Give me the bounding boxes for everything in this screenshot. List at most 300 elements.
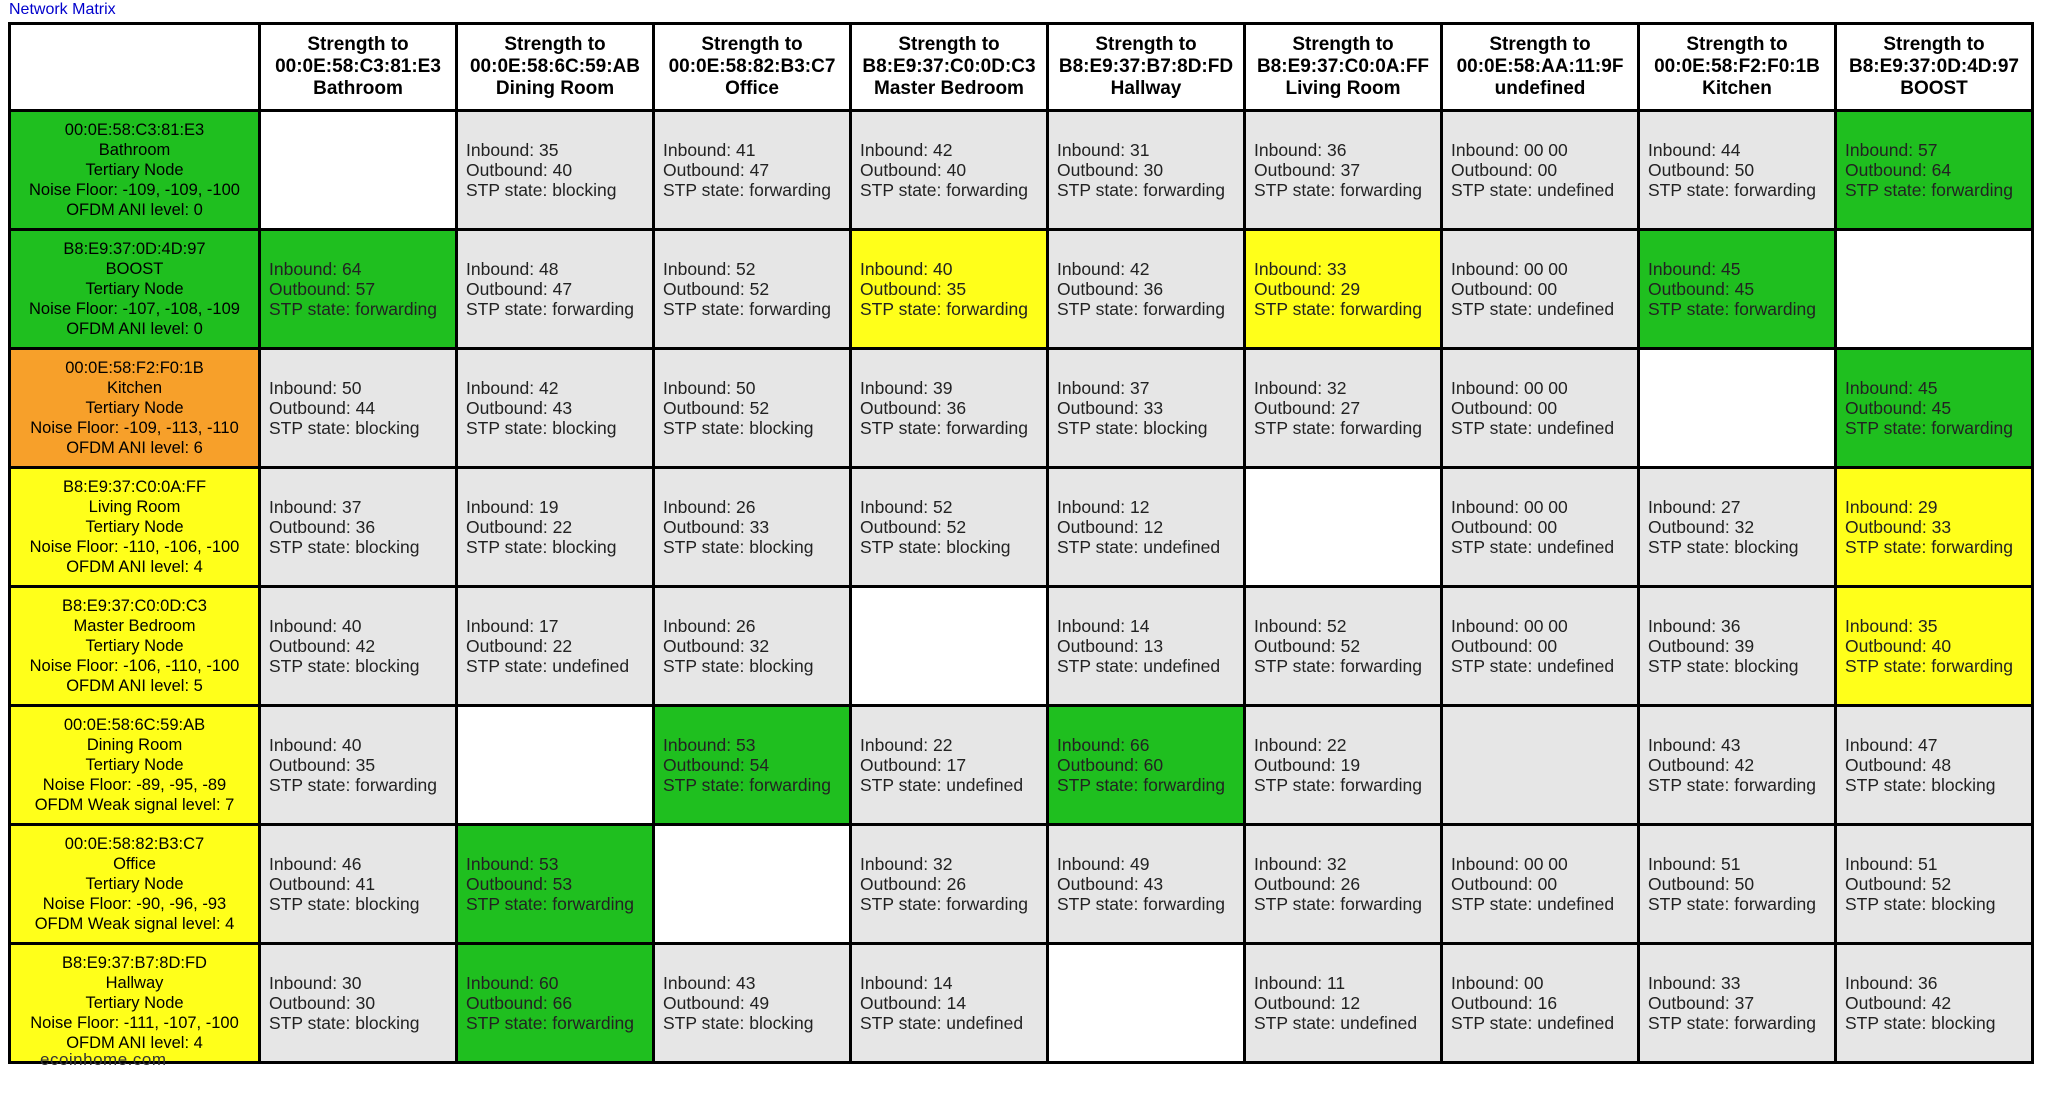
strength-cell xyxy=(260,825,457,944)
strength-cell-line: Outbound: 53 xyxy=(466,874,573,894)
strength-cell xyxy=(1639,944,1836,1063)
strength-cell-line: Inbound: 32 xyxy=(860,854,953,874)
column-header-line: 00:0E:58:AA:11:9F xyxy=(1456,56,1624,77)
strength-cell-line: Outbound: 32 xyxy=(1648,517,1755,537)
strength-cell-line: Outbound: 35 xyxy=(860,279,967,299)
strength-cell-line: Inbound: 35 xyxy=(1845,616,1938,636)
strength-cell-line: Outbound: 36 xyxy=(1057,279,1164,299)
strength-cell xyxy=(1836,349,2033,468)
column-header xyxy=(457,24,654,111)
column-header-line: Strength to xyxy=(1883,34,1985,55)
strength-cell-line: Outbound: 00 xyxy=(1451,279,1558,299)
strength-cell-line: STP state: undefined xyxy=(466,656,630,676)
strength-cell-line: STP state: undefined xyxy=(1451,1013,1615,1033)
node-info-line: B8:E9:37:B7:8D:FD xyxy=(62,954,207,972)
strength-cell-line: Inbound: 00 00 xyxy=(1451,616,1568,636)
strength-cell xyxy=(1048,349,1245,468)
strength-cell-line: STP state: forwarding xyxy=(663,775,831,795)
column-header-line: 00:0E:58:6C:59:AB xyxy=(469,56,640,77)
node-info-line: Bathroom xyxy=(98,141,171,159)
strength-cell xyxy=(1048,111,1245,230)
strength-cell-line: STP state: forwarding xyxy=(860,418,1028,438)
matrix-body xyxy=(10,111,2033,1063)
strength-cell-line: Inbound: 29 xyxy=(1845,497,1938,517)
strength-cell-line: STP state: forwarding xyxy=(1648,775,1816,795)
strength-cell-line: Outbound: 22 xyxy=(466,636,573,656)
node-info-line: Master Bedroom xyxy=(73,617,196,635)
strength-cell-line: Inbound: 22 xyxy=(860,735,953,755)
node-info-line: Noise Floor: -89, -95, -89 xyxy=(42,776,227,794)
strength-cell-line: Inbound: 00 00 xyxy=(1451,140,1568,160)
strength-cell-line: Inbound: 00 00 xyxy=(1451,378,1568,398)
node-info-line: Office xyxy=(113,855,156,873)
strength-cell-line: Inbound: 14 xyxy=(860,973,953,993)
strength-cell-line: Outbound: 39 xyxy=(1648,636,1755,656)
strength-cell xyxy=(851,944,1048,1063)
strength-cell-line: Inbound: 52 xyxy=(1254,616,1347,636)
node-info-line: Tertiary Node xyxy=(85,518,184,536)
watermark: ecoinhome.com xyxy=(40,1050,167,1069)
strength-cell xyxy=(457,825,654,944)
strength-cell xyxy=(1836,825,2033,944)
node-info-line: Dining Room xyxy=(86,736,183,754)
strength-cell xyxy=(260,587,457,706)
column-header-line: Strength to xyxy=(1292,34,1394,55)
strength-cell-line: Inbound: 41 xyxy=(663,140,756,160)
column-header-line: BOOST xyxy=(1900,78,1968,99)
node-info-line: OFDM Weak signal level: 4 xyxy=(34,915,235,933)
strength-cell-line: STP state: blocking xyxy=(663,418,814,438)
table-row xyxy=(10,230,2033,349)
strength-cell-line: Outbound: 00 xyxy=(1451,636,1558,656)
strength-cell-line: STP state: undefined xyxy=(1451,894,1615,914)
strength-cell-line: STP state: undefined xyxy=(1451,180,1615,200)
column-header-line: Office xyxy=(725,78,779,99)
strength-cell-line: STP state: forwarding xyxy=(860,180,1028,200)
strength-cell-line: Inbound: 11 xyxy=(1254,973,1346,993)
node-info-line: 00:0E:58:82:B3:C7 xyxy=(64,835,205,853)
strength-cell-line: Outbound: 64 xyxy=(1845,160,1952,180)
strength-cell-line: STP state: forwarding xyxy=(1845,537,2013,557)
column-header xyxy=(851,24,1048,111)
strength-cell-line: STP state: blocking xyxy=(466,180,617,200)
strength-cell xyxy=(1836,111,2033,230)
strength-cell xyxy=(1836,468,2033,587)
strength-cell xyxy=(1048,706,1245,825)
strength-cell-line: STP state: blocking xyxy=(466,418,617,438)
strength-cell-line: Outbound: 33 xyxy=(1057,398,1164,418)
strength-cell-line: STP state: forwarding xyxy=(663,299,831,319)
strength-cell xyxy=(1442,349,1639,468)
node-info-line: B8:E9:37:C0:0D:C3 xyxy=(62,597,207,615)
strength-cell xyxy=(1442,468,1639,587)
strength-cell xyxy=(1245,706,1442,825)
strength-cell-line: Inbound: 32 xyxy=(1254,854,1347,874)
strength-cell-line: STP state: forwarding xyxy=(466,1013,634,1033)
strength-cell-line: Outbound: 26 xyxy=(1254,874,1361,894)
node-info-line: OFDM ANI level: 4 xyxy=(66,1034,203,1052)
strength-cell xyxy=(1442,587,1639,706)
strength-cell xyxy=(654,468,851,587)
strength-cell xyxy=(260,468,457,587)
strength-cell-line: Inbound: 37 xyxy=(269,497,362,517)
strength-cell-line: Inbound: 33 xyxy=(1254,259,1347,279)
node-info-line: OFDM ANI level: 5 xyxy=(66,677,203,695)
strength-cell-line: STP state: forwarding xyxy=(1254,656,1422,676)
strength-cell-line: Inbound: 40 xyxy=(269,616,362,636)
strength-cell-line: STP state: blocking xyxy=(269,1013,420,1033)
strength-cell xyxy=(1639,825,1836,944)
strength-cell-line: Outbound: 40 xyxy=(466,160,573,180)
page-title[interactable]: Network Matrix xyxy=(9,1,116,18)
strength-cell-line: STP state: forwarding xyxy=(860,894,1028,914)
strength-cell-line: STP state: undefined xyxy=(1057,537,1221,557)
strength-cell-line: STP state: blocking xyxy=(663,1013,814,1033)
strength-cell xyxy=(1245,111,1442,230)
strength-cell-line: Inbound: 37 xyxy=(1057,378,1150,398)
strength-cell-line: Inbound: 50 xyxy=(663,378,756,398)
strength-cell-line: STP state: forwarding xyxy=(1254,180,1422,200)
strength-cell-line: Outbound: 40 xyxy=(1845,636,1952,656)
strength-cell-line: Inbound: 49 xyxy=(1057,854,1150,874)
strength-cell-line: Outbound: 40 xyxy=(860,160,967,180)
strength-cell-line: STP state: blocking xyxy=(269,894,420,914)
strength-cell-line: Inbound: 48 xyxy=(466,259,559,279)
strength-cell-line: Inbound: 39 xyxy=(860,378,953,398)
strength-cell-line: STP state: blocking xyxy=(1845,1013,1996,1033)
strength-cell-line: Outbound: 19 xyxy=(1254,755,1361,775)
table-row xyxy=(10,706,2033,825)
strength-cell-line: Inbound: 43 xyxy=(1648,735,1741,755)
table-row xyxy=(10,825,2033,944)
column-header-line: Bathroom xyxy=(313,78,403,99)
strength-cell-line: STP state: undefined xyxy=(1451,537,1615,557)
node-info-cell xyxy=(10,587,260,706)
strength-cell-line: Inbound: 31 xyxy=(1057,140,1150,160)
strength-cell-line: STP state: undefined xyxy=(1451,299,1615,319)
strength-cell-line: Inbound: 00 xyxy=(1451,973,1544,993)
node-info-line: 00:0E:58:C3:81:E3 xyxy=(64,121,205,139)
node-info-line: 00:0E:58:6C:59:AB xyxy=(63,716,206,734)
strength-cell-line: Outbound: 27 xyxy=(1254,398,1361,418)
strength-cell-line: Outbound: 42 xyxy=(1648,755,1755,775)
strength-cell-line: Outbound: 52 xyxy=(860,517,967,537)
column-header-line: Strength to xyxy=(1489,34,1591,55)
strength-cell xyxy=(1048,230,1245,349)
strength-cell-line: Outbound: 60 xyxy=(1057,755,1164,775)
strength-cell xyxy=(851,468,1048,587)
column-header-line: Strength to xyxy=(504,34,606,55)
empty-cell xyxy=(1442,706,1639,825)
strength-cell-line: Inbound: 45 xyxy=(1648,259,1741,279)
strength-cell-line: STP state: forwarding xyxy=(1254,299,1422,319)
strength-cell-line: Outbound: 37 xyxy=(1648,993,1755,1013)
strength-cell-line: Outbound: 14 xyxy=(860,993,967,1013)
node-info-line: OFDM ANI level: 6 xyxy=(66,439,203,457)
column-header-line: B8:E9:37:B7:8D:FD xyxy=(1058,56,1234,77)
strength-cell xyxy=(1048,587,1245,706)
strength-cell-line: Outbound: 00 xyxy=(1451,517,1558,537)
strength-cell xyxy=(1442,111,1639,230)
strength-cell xyxy=(457,944,654,1063)
strength-cell-line: Outbound: 22 xyxy=(466,517,573,537)
strength-cell-line: STP state: undefined xyxy=(1057,656,1221,676)
node-info-line: Noise Floor: -90, -96, -93 xyxy=(42,895,227,913)
strength-cell xyxy=(1245,349,1442,468)
table-row xyxy=(10,944,2033,1063)
strength-cell-line: Outbound: 45 xyxy=(1648,279,1755,299)
strength-cell-line: Inbound: 36 xyxy=(1845,973,1938,993)
node-info-line: OFDM Weak signal level: 7 xyxy=(34,796,235,814)
column-header-line: Dining Room xyxy=(495,78,615,99)
strength-cell-line: Outbound: 52 xyxy=(1845,874,1952,894)
strength-cell-line: STP state: forwarding xyxy=(1845,418,2013,438)
node-info-cell xyxy=(10,706,260,825)
strength-cell-line: STP state: forwarding xyxy=(1648,894,1816,914)
column-header-line: Strength to xyxy=(898,34,1000,55)
strength-cell xyxy=(1048,468,1245,587)
strength-cell-line: Outbound: 26 xyxy=(860,874,967,894)
strength-cell-line: Outbound: 50 xyxy=(1648,160,1755,180)
empty-cell xyxy=(1639,349,1836,468)
column-header-line: Hallway xyxy=(1110,78,1182,99)
strength-cell-line: STP state: forwarding xyxy=(269,775,437,795)
strength-cell-line: STP state: blocking xyxy=(1648,537,1799,557)
table-row xyxy=(10,587,2033,706)
strength-cell-line: STP state: blocking xyxy=(663,537,814,557)
node-info-cell xyxy=(10,111,260,230)
node-info-line: B8:E9:37:C0:0A:FF xyxy=(62,478,207,496)
column-header xyxy=(260,24,457,111)
strength-cell xyxy=(851,706,1048,825)
strength-cell xyxy=(457,468,654,587)
column-header xyxy=(654,24,851,111)
strength-cell-line: Inbound: 36 xyxy=(1648,616,1741,636)
strength-cell-line: Inbound: 44 xyxy=(1648,140,1741,160)
strength-cell-line: Outbound: 47 xyxy=(466,279,573,299)
strength-cell-line: Inbound: 53 xyxy=(663,735,756,755)
strength-cell xyxy=(260,944,457,1063)
strength-cell-line: Inbound: 53 xyxy=(466,854,559,874)
node-info-line: BOOST xyxy=(105,260,164,278)
column-header-line: Living Room xyxy=(1285,78,1401,99)
strength-cell xyxy=(1639,587,1836,706)
node-info-line: Living Room xyxy=(88,498,181,516)
node-info-line: Tertiary Node xyxy=(85,399,184,417)
strength-cell xyxy=(457,111,654,230)
node-info-line: Tertiary Node xyxy=(85,161,184,179)
strength-cell-line: Inbound: 30 xyxy=(269,973,362,993)
strength-cell-line: STP state: forwarding xyxy=(1648,180,1816,200)
strength-cell xyxy=(260,706,457,825)
strength-cell-line: Outbound: 45 xyxy=(1845,398,1952,418)
empty-cell xyxy=(457,706,654,825)
strength-cell xyxy=(1245,825,1442,944)
node-info-cell xyxy=(10,349,260,468)
strength-cell-line: STP state: forwarding xyxy=(1057,894,1225,914)
node-info-line: Hallway xyxy=(105,974,164,992)
strength-cell xyxy=(1639,111,1836,230)
strength-cell xyxy=(654,111,851,230)
column-header-line: Kitchen xyxy=(1702,78,1772,99)
column-header-line: Master Bedroom xyxy=(874,78,1024,99)
column-header-line: B8:E9:37:C0:0D:C3 xyxy=(862,56,1036,77)
strength-cell xyxy=(1639,706,1836,825)
strength-cell-line: Inbound: 52 xyxy=(860,497,953,517)
strength-cell-line: Inbound: 64 xyxy=(269,259,362,279)
strength-cell xyxy=(1442,944,1639,1063)
strength-cell-line: Inbound: 00 00 xyxy=(1451,259,1568,279)
strength-cell xyxy=(1836,944,2033,1063)
node-info-cell xyxy=(10,825,260,944)
strength-cell xyxy=(457,587,654,706)
node-info-line: Tertiary Node xyxy=(85,756,184,774)
node-info-cell xyxy=(10,468,260,587)
strength-cell-line: STP state: blocking xyxy=(663,656,814,676)
column-header-line: 00:0E:58:C3:81:E3 xyxy=(275,56,441,77)
strength-cell-line: Inbound: 45 xyxy=(1845,378,1938,398)
node-info-line: Tertiary Node xyxy=(85,875,184,893)
strength-cell-line: Outbound: 12 xyxy=(1254,993,1361,1013)
table-row xyxy=(10,111,2033,230)
column-header-line: B8:E9:37:0D:4D:97 xyxy=(1848,56,2019,77)
strength-cell-line: Outbound: 42 xyxy=(1845,993,1952,1013)
strength-cell-line: Inbound: 22 xyxy=(1254,735,1347,755)
strength-cell-line: Outbound: 00 xyxy=(1451,874,1558,894)
strength-cell-line: Outbound: 17 xyxy=(860,755,967,775)
strength-cell-line: Inbound: 12 xyxy=(1057,497,1150,517)
strength-cell xyxy=(1836,706,2033,825)
strength-cell-line: STP state: blocking xyxy=(860,537,1011,557)
strength-cell-line: Outbound: 29 xyxy=(1254,279,1361,299)
node-info-line: Tertiary Node xyxy=(85,637,184,655)
strength-cell-line: STP state: forwarding xyxy=(269,299,437,319)
strength-cell xyxy=(1639,230,1836,349)
strength-cell-line: Inbound: 52 xyxy=(663,259,756,279)
strength-cell xyxy=(1245,944,1442,1063)
strength-cell-line: STP state: undefined xyxy=(860,775,1024,795)
strength-cell-line: Outbound: 41 xyxy=(269,874,376,894)
strength-cell-line: Outbound: 36 xyxy=(860,398,967,418)
strength-cell-line: Outbound: 30 xyxy=(269,993,376,1013)
node-info-line: Noise Floor: -110, -106, -100 xyxy=(29,538,240,556)
network-matrix-table xyxy=(8,22,2034,1064)
node-info-line: Noise Floor: -111, -107, -100 xyxy=(30,1014,239,1032)
strength-cell-line: Outbound: 33 xyxy=(1845,517,1952,537)
strength-cell xyxy=(1245,587,1442,706)
strength-cell-line: STP state: blocking xyxy=(1845,894,1996,914)
node-info-line: OFDM ANI level: 0 xyxy=(66,201,203,219)
node-info-line: Tertiary Node xyxy=(85,994,184,1012)
strength-cell-line: Inbound: 42 xyxy=(860,140,953,160)
strength-cell-line: STP state: forwarding xyxy=(1845,656,2013,676)
strength-cell-line: STP state: forwarding xyxy=(1254,418,1422,438)
strength-cell xyxy=(457,349,654,468)
strength-cell xyxy=(851,230,1048,349)
strength-cell-line: Outbound: 16 xyxy=(1451,993,1558,1013)
empty-cell xyxy=(1245,468,1442,587)
strength-cell-line: Inbound: 40 xyxy=(860,259,953,279)
strength-cell-line: STP state: forwarding xyxy=(1057,299,1225,319)
column-header-line: Strength to xyxy=(307,34,409,55)
strength-cell-line: Outbound: 52 xyxy=(1254,636,1361,656)
strength-cell-line: Outbound: 36 xyxy=(269,517,376,537)
strength-cell-line: Inbound: 00 00 xyxy=(1451,497,1568,517)
table-row xyxy=(10,349,2033,468)
empty-cell xyxy=(654,825,851,944)
node-info-cell xyxy=(10,230,260,349)
strength-cell-line: Inbound: 57 xyxy=(1845,140,1938,160)
strength-cell-line: STP state: blocking xyxy=(1648,656,1799,676)
strength-cell-line: Outbound: 33 xyxy=(663,517,770,537)
strength-cell xyxy=(1639,468,1836,587)
strength-cell xyxy=(260,230,457,349)
strength-cell-line: Outbound: 00 xyxy=(1451,398,1558,418)
strength-cell-line: Outbound: 00 xyxy=(1451,160,1558,180)
strength-cell-line: STP state: blocking xyxy=(269,656,420,676)
strength-cell-line: STP state: blocking xyxy=(269,537,420,557)
node-info-line: Noise Floor: -109, -113, -110 xyxy=(30,419,239,437)
strength-cell-line: STP state: forwarding xyxy=(1845,180,2013,200)
strength-cell-line: STP state: forwarding xyxy=(860,299,1028,319)
strength-cell-line: Inbound: 26 xyxy=(663,616,756,636)
node-info-line: Kitchen xyxy=(106,379,163,397)
node-info-line: Noise Floor: -109, -109, -100 xyxy=(29,181,240,199)
node-info-line: Noise Floor: -106, -110, -100 xyxy=(29,657,240,675)
column-header-line: Strength to xyxy=(1095,34,1197,55)
strength-cell-line: Inbound: 51 xyxy=(1845,854,1938,874)
strength-cell-line: STP state: blocking xyxy=(466,537,617,557)
strength-cell xyxy=(851,825,1048,944)
strength-cell xyxy=(1245,230,1442,349)
strength-cell-line: Inbound: 27 xyxy=(1648,497,1741,517)
node-info-cell xyxy=(10,944,260,1063)
node-info-line: Tertiary Node xyxy=(85,280,184,298)
strength-cell-line: Inbound: 35 xyxy=(466,140,559,160)
strength-cell xyxy=(1442,825,1639,944)
strength-cell-line: STP state: forwarding xyxy=(466,299,634,319)
strength-cell-line: Outbound: 35 xyxy=(269,755,376,775)
strength-cell-line: Outbound: 13 xyxy=(1057,636,1164,656)
strength-cell-line: Inbound: 32 xyxy=(1254,378,1347,398)
column-header-line: undefined xyxy=(1494,78,1586,99)
strength-cell-line: Inbound: 33 xyxy=(1648,973,1741,993)
strength-cell xyxy=(1048,825,1245,944)
strength-cell-line: Inbound: 36 xyxy=(1254,140,1347,160)
strength-cell-line: STP state: blocking xyxy=(1057,418,1208,438)
column-header-line: 00:0E:58:82:B3:C7 xyxy=(668,56,836,77)
empty-cell xyxy=(851,587,1048,706)
column-header xyxy=(1639,24,1836,111)
strength-cell xyxy=(654,587,851,706)
strength-cell-line: Inbound: 42 xyxy=(466,378,559,398)
strength-cell-line: Outbound: 43 xyxy=(1057,874,1164,894)
strength-cell-line: STP state: undefined xyxy=(1254,1013,1418,1033)
strength-cell-line: Inbound: 60 xyxy=(466,973,559,993)
node-info-line: Noise Floor: -107, -108, -109 xyxy=(29,300,240,318)
table-row xyxy=(10,468,2033,587)
strength-cell xyxy=(654,230,851,349)
strength-cell-line: Outbound: 52 xyxy=(663,398,770,418)
strength-cell-line: STP state: forwarding xyxy=(663,180,831,200)
strength-cell-line: Inbound: 46 xyxy=(269,854,362,874)
column-header-line: Strength to xyxy=(1686,34,1788,55)
strength-cell-line: STP state: forwarding xyxy=(1254,894,1422,914)
strength-cell-line: Inbound: 19 xyxy=(466,497,559,517)
column-header-line: B8:E9:37:C0:0A:FF xyxy=(1256,56,1430,77)
strength-cell-line: Outbound: 52 xyxy=(663,279,770,299)
strength-cell-line: Outbound: 50 xyxy=(1648,874,1755,894)
